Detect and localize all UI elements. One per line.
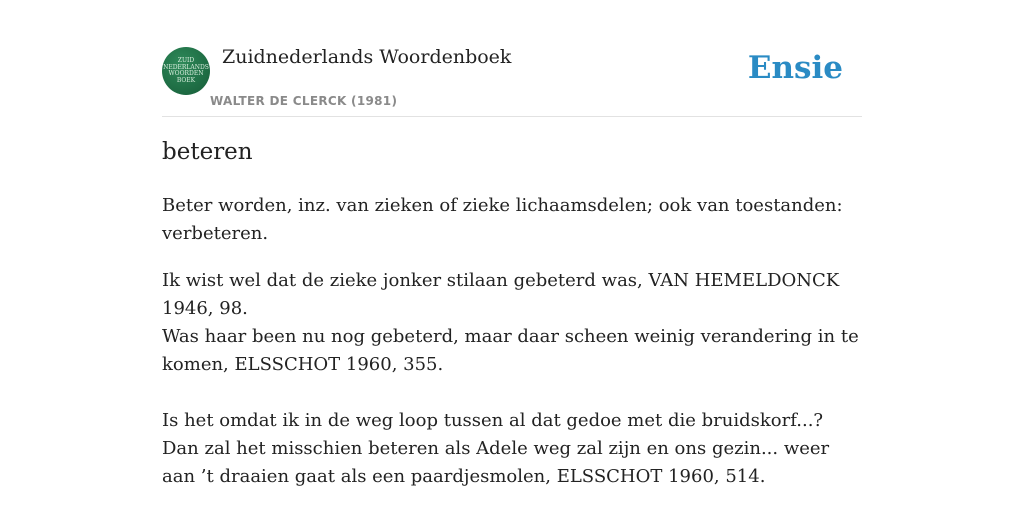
logo-line: WOORDEN	[168, 70, 204, 77]
book-author: WALTER DE CLERCK (1981)	[210, 94, 398, 108]
example-quote: Ik wist wel dat de zieke jonker stilaan gebeterd was, VAN HEMELDONCK 1946, 98.	[162, 270, 840, 319]
source-header	[162, 0, 862, 117]
example-quote: Was haar been nu nog gebeterd, maar daar scheen weinig verandering in te komen, ELSSCHOT 1960, 355.	[162, 326, 859, 375]
entry-page	[162, 0, 862, 487]
book-logo[interactable]	[162, 47, 210, 95]
logo-line: BOEK	[176, 76, 196, 84]
ensie-logo-link[interactable]: Ensie	[747, 50, 843, 86]
headword: beteren	[162, 139, 253, 165]
logo-line: ZUID	[177, 57, 195, 64]
book-title-link[interactable]: Zuidnederlands Woordenboek	[222, 46, 512, 68]
example-quote: Is het omdat ik in de weg loop tussen al dat gedoe met die bruidskorf...? Dan zal het misschien beteren als Adele weg zal zijn en ons gezin... weer aan ’t draaien gaat als een paardjesmolen, ELSSCHOT 1960, 514.	[162, 410, 830, 487]
logo-line: NEDERLANDS	[163, 63, 209, 71]
definition: Beter worden, inz. van zieken of zieke lichaamsdelen; ook van toestanden: verbeteren.	[162, 195, 843, 244]
